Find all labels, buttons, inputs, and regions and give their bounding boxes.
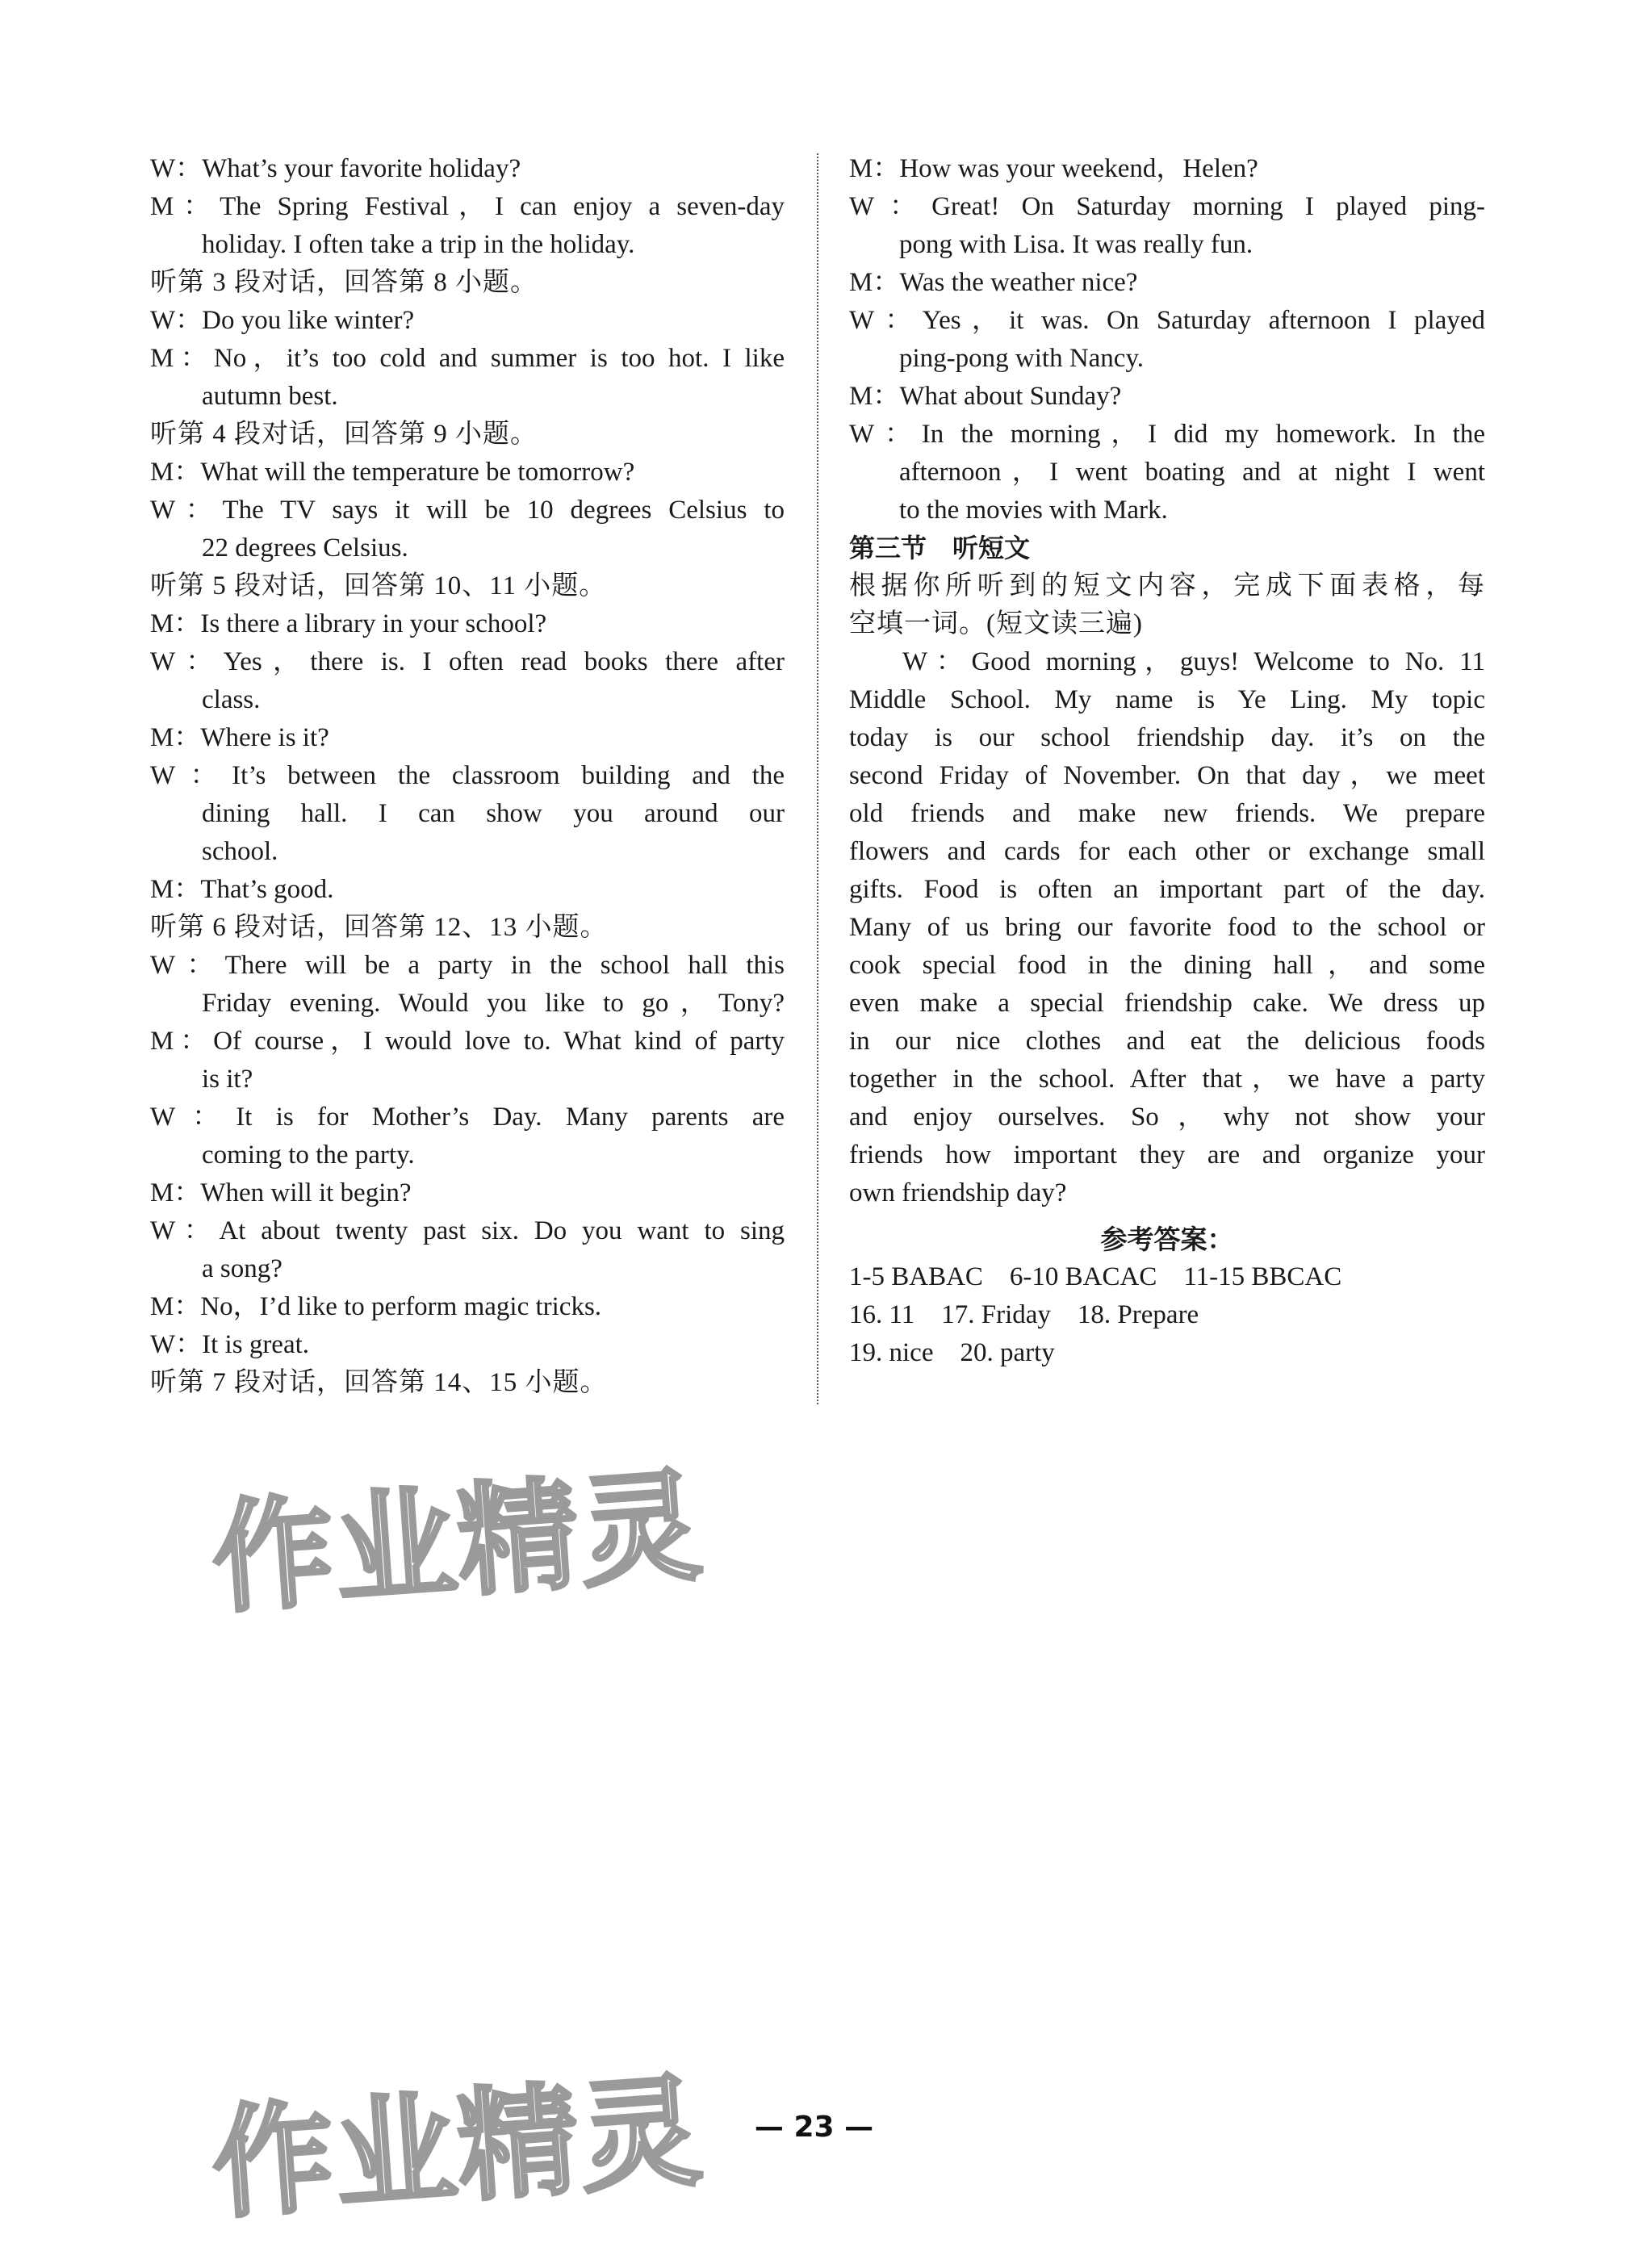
watermark-logo: 作业精灵 <box>207 1455 708 1630</box>
left-column <box>150 150 785 1402</box>
text-line: cook special food in the dining hall，and some <box>849 951 1485 980</box>
text-line: W：It is great. <box>150 1330 310 1359</box>
text-line: W：Do you like winter? <box>150 306 415 335</box>
text-line: ping-pong with Nancy. <box>899 344 1145 373</box>
text-line: together in the school. After that，we have a party <box>849 1065 1485 1094</box>
text-line: to the movies with Mark. <box>899 496 1168 525</box>
text-line: afternoon，I went boating and at night I went <box>899 458 1485 487</box>
text-line: M：How was your weekend，Helen? <box>849 154 1258 183</box>
text-line: W：At about twenty past six. Do you want to sing <box>150 1216 785 1245</box>
text-line: pong with Lisa. It was really fun. <box>899 230 1253 259</box>
answers-title: 参考答案： <box>1100 1224 1234 1255</box>
text-line: W：Yes，there is. I often read books there after <box>150 647 785 676</box>
text-line: M：That’s good. <box>150 875 334 904</box>
column-divider <box>817 153 818 1404</box>
text-line: Friday evening. Would you like to go，Tony? <box>202 989 785 1018</box>
spacer <box>849 1212 1485 1220</box>
text-line: M：What about Sunday? <box>849 382 1122 411</box>
text-line: M：What will the temperature be tomorrow? <box>150 458 635 487</box>
answer-line: 19. nice 20. party <box>849 1338 1055 1367</box>
text-line: M：Of course，I would love to. What kind of party <box>150 1027 785 1056</box>
text-line: 22 degrees Celsius. <box>202 534 408 563</box>
page-number: — 23 — <box>754 2111 874 2144</box>
text-line: Many of us bring our favorite food to the school or <box>849 913 1485 942</box>
text-line: 听第 3 段对话，回答第 8 小题。 <box>150 268 538 297</box>
text-line: W：The TV says it will be 10 degrees Celsius to <box>150 496 785 525</box>
text-line: 第三节 听短文 <box>849 533 1031 563</box>
text-line: autumn best. <box>202 382 338 411</box>
text-line: 听第 5 段对话，回答第 10、11 小题。 <box>150 571 607 600</box>
text-line: even make a special friendship cake. We dress up <box>849 989 1485 1018</box>
text-line: W：In the morning，I did my homework. In the <box>849 420 1485 449</box>
text-line: M：Is there a library in your school? <box>150 609 547 638</box>
text-line: W：It is for Mother’s Day. Many parents are <box>150 1103 785 1132</box>
text-line: M：The Spring Festival，I can enjoy a seven-day <box>150 192 785 221</box>
text-line: W：What’s your favorite holiday? <box>150 154 521 183</box>
right-column <box>849 150 1485 1372</box>
text-line: old friends and make new friends. We prepare <box>849 799 1485 828</box>
text-line: 根据你所听到的短文内容，完成下面表格，每 <box>849 571 1485 600</box>
text-line: M：No，it’s too cold and summer is too hot. I like <box>150 344 785 373</box>
text-line: class. <box>202 685 261 714</box>
right-column-body <box>849 150 1485 1212</box>
text-line: 听第 4 段对话，回答第 9 小题。 <box>150 420 538 449</box>
text-line: W：Great! On Saturday morning I played ping- <box>849 192 1485 221</box>
text-line: 听第 7 段对话，回答第 14、15 小题。 <box>150 1368 608 1397</box>
text-line: W：There will be a party in the school hall this <box>150 951 785 980</box>
text-line: W：It’s between the classroom building and the <box>150 761 785 790</box>
text-line: M：Where is it? <box>150 723 329 752</box>
text-line: M：Was the weather nice? <box>849 268 1138 297</box>
text-line: school. <box>202 837 278 866</box>
text-line: and enjoy ourselves. So，why not show your <box>849 1103 1485 1132</box>
text-line: W：Good morning，guys! Welcome to No. 11 <box>902 647 1485 676</box>
text-line: dining hall. I can show you around our <box>202 799 785 828</box>
text-line: M：When will it begin? <box>150 1178 412 1207</box>
text-line: own friendship day? <box>849 1178 1067 1207</box>
answer-line: 1-5 BABAC 6-10 BACAC 11-15 BBCAC <box>849 1262 1342 1291</box>
text-line: holiday. I often take a trip in the holiday. <box>202 230 635 259</box>
text-line: a song? <box>202 1254 282 1283</box>
text-line: 听第 6 段对话，回答第 12、13 小题。 <box>150 913 608 942</box>
text-line: is it? <box>202 1065 253 1094</box>
answer-line: 16. 11 17. Friday 18. Prepare <box>849 1300 1199 1329</box>
text-line: gifts. Food is often an important part of the day. <box>849 875 1485 904</box>
text-line: flowers and cards for each other or exchange small <box>849 837 1485 866</box>
text-line: second Friday of November. On that day，we meet <box>849 761 1485 790</box>
text-line: in our nice clothes and eat the delicious foods <box>849 1027 1485 1056</box>
text-line: Middle School. My name is Ye Ling. My topic <box>849 685 1485 714</box>
text-line: coming to the party. <box>202 1140 415 1170</box>
text-line: 空填一词。(短文读三遍) <box>849 609 1143 638</box>
text-line: M：No，I’d like to perform magic tricks. <box>150 1292 602 1321</box>
text-line: friends how important they are and organize your <box>849 1140 1485 1170</box>
text-line: W：Yes，it was. On Saturday afternoon I played <box>849 306 1485 335</box>
watermark-logo: 作业精灵 <box>207 2061 708 2236</box>
text-line: today is our school friendship day. it’s on the <box>849 723 1485 752</box>
